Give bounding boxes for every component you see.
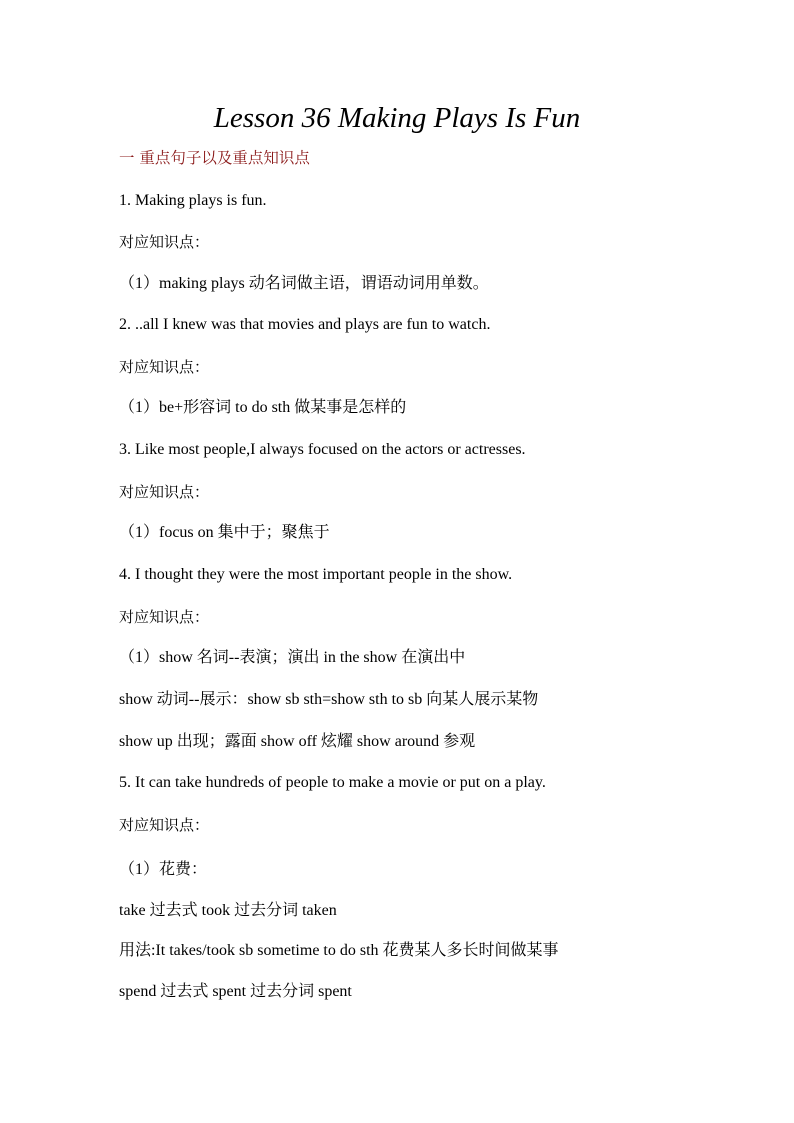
- sentence-1: 1. Making plays is fun.: [119, 192, 267, 209]
- knowledge-point-1: （1）making plays 动名词做主语，谓语动词用单数。: [119, 275, 489, 292]
- sentence-4: 4. I thought they were the most important people in the show.: [119, 566, 513, 583]
- knowledge-label-4: 对应知识点：: [119, 608, 210, 626]
- knowledge-point-5: （1）花费：: [119, 861, 208, 878]
- sentence-5: 5. It can take hundreds of people to make a movie or put on a play.: [119, 774, 546, 791]
- knowledge-point-3: （1）focus on 集中于；聚焦于: [119, 524, 330, 541]
- knowledge-point-4: （1）show 名词--表演；演出 in the show 在演出中: [119, 649, 466, 666]
- sentence-3: 3. Like most people,I always focused on the actors or actresses.: [119, 441, 526, 458]
- knowledge-point-5-take: take 过去式 took 过去分词 taken: [119, 902, 337, 919]
- sentence-2: 2. ..all I knew was that movies and plays are fun to watch.: [119, 316, 491, 333]
- section-heading: 一 重点句子以及重点知识点: [119, 149, 310, 167]
- document-title: Lesson 36 Making Plays Is Fun: [213, 102, 581, 134]
- knowledge-point-4-phrases: show up 出现；露面 show off 炫耀 show around 参观: [119, 733, 476, 750]
- knowledge-point-4-verb: show 动词--展示：show sb sth=show sth to sb 向某人展示某物: [119, 691, 539, 708]
- knowledge-label-3: 对应知识点：: [119, 483, 210, 501]
- knowledge-label-1: 对应知识点：: [119, 233, 210, 251]
- knowledge-point-5-usage: 用法:It takes/took sb sometime to do sth 花费某人多长时间做某事: [119, 942, 559, 959]
- knowledge-label-5: 对应知识点：: [119, 816, 210, 834]
- knowledge-point-2: （1）be+形容词 to do sth 做某事是怎样的: [119, 399, 407, 416]
- knowledge-label-2: 对应知识点：: [119, 358, 210, 376]
- knowledge-point-5-spend: spend 过去式 spent 过去分词 spent: [119, 983, 352, 1000]
